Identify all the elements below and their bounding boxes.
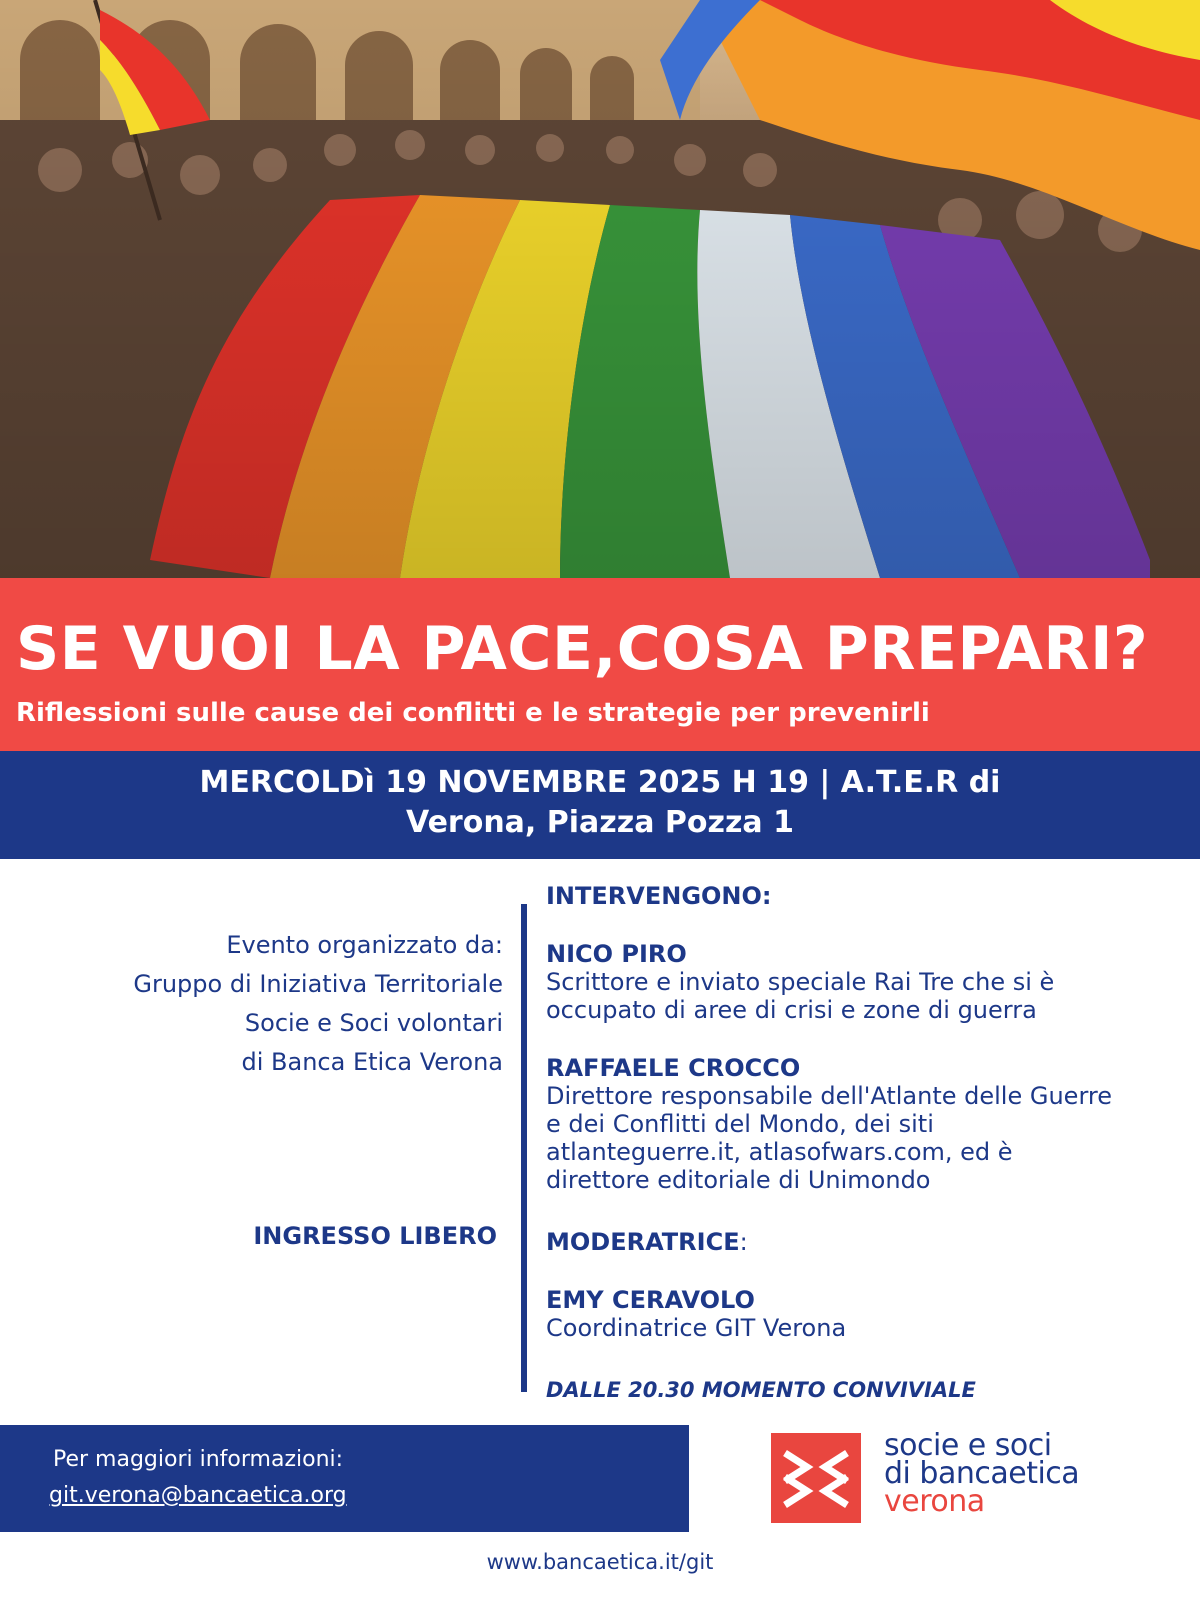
moderator-heading: MODERATRICE: [546, 1228, 740, 1256]
info-box: [0, 1425, 689, 1532]
organizer-line: Gruppo di Iniziativa Territoriale: [133, 970, 503, 998]
bancaetica-logo-icon: [771, 1433, 861, 1523]
speaker-bio-line: e dei Conflitti del Mondo, dei siti: [546, 1110, 934, 1138]
event-date-line-1: MERCOLDì 19 NOVEMBRE 2025 H 19 | A.T.E.R di: [199, 765, 1001, 800]
contact-email-link[interactable]: git.verona@bancaetica.org: [49, 1483, 347, 1508]
speakers-heading-block: [546, 882, 772, 910]
speaker-nico-piro: [546, 940, 1054, 1024]
moderator-emy-ceravolo: [546, 1286, 846, 1342]
logo-wordmark: [884, 1428, 1080, 1519]
moderator-heading-colon: :: [739, 1228, 748, 1256]
logo-line: verona: [884, 1484, 985, 1519]
date-band: [0, 751, 1200, 859]
website-link[interactable]: www.bancaetica.it/git: [486, 1550, 714, 1574]
organizer-line: di Banca Etica Verona: [241, 1048, 503, 1076]
logo-line: di bancaetica: [884, 1456, 1080, 1491]
moderator-bio: Coordinatrice GIT Verona: [546, 1314, 847, 1342]
convivial-note: DALLE 20.30 MOMENTO CONVIVIALE: [546, 1378, 976, 1402]
free-entry-label: INGRESSO LIBERO: [253, 1222, 497, 1250]
hero-photo: [0, 0, 1200, 578]
info-label: Per maggiori informazioni:: [53, 1447, 344, 1472]
page-subtitle: Riflessioni sulle cause dei conflitti e le strategie per prevenirli: [16, 698, 930, 728]
moderator-name: EMY CERAVOLO: [546, 1286, 755, 1314]
speaker-bio-line: atlanteguerre.it, atlasofwars.com, ed è: [546, 1138, 1013, 1166]
speaker-bio-line: direttore editoriale di Unimondo: [546, 1166, 931, 1194]
event-date-line-2: Verona, Piazza Pozza 1: [406, 805, 794, 840]
speaker-name: NICO PIRO: [546, 940, 687, 968]
peace-flag-crowd-photo-icon: [0, 0, 1200, 578]
title-band: [0, 578, 1200, 751]
moderator-heading-block: [546, 1228, 748, 1256]
page-title: SE VUOI LA PACE,COSA PREPARI?: [16, 614, 1149, 684]
organizer-block: [133, 926, 503, 1082]
speaker-name: RAFFAELE CROCCO: [546, 1054, 801, 1082]
organizer-line: Evento organizzato da:: [226, 931, 503, 959]
organizer-line: Socie e Soci volontari: [244, 1009, 503, 1037]
column-divider: [521, 904, 527, 1392]
speaker-bio-line: Direttore responsabile dell'Atlante delle Guerre: [546, 1082, 1112, 1110]
speaker-bio-line: Scrittore e inviato speciale Rai Tre che si è: [546, 968, 1055, 996]
speakers-heading: INTERVENGONO:: [546, 882, 772, 910]
logo-line: socie e soci: [884, 1428, 1052, 1463]
speaker-bio-line: occupato di aree di crisi e zone di guerra: [546, 996, 1037, 1024]
speaker-raffaele-crocco: [546, 1054, 1112, 1194]
